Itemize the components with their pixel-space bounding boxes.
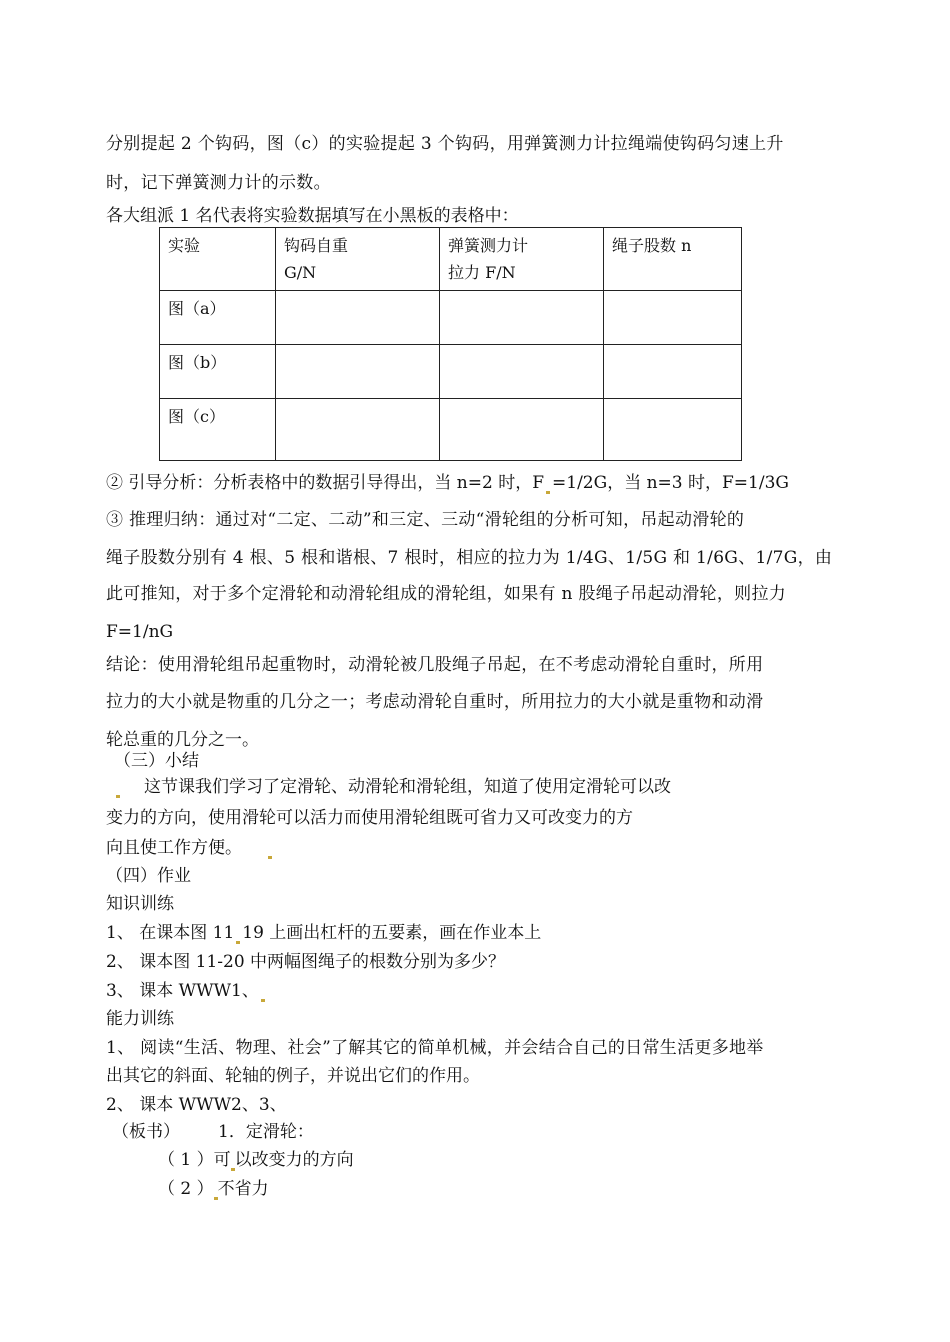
table-row [160,345,742,399]
ability-item-1-line-2: 出其它的斜面、轮轴的例子，并说出它们的作用。 [106,1066,480,1086]
header-force [440,228,604,291]
mark-dot [261,999,265,1002]
knowledge-item-2: 2、 课本图 11-20 中两幅图绳子的根数分别为多少？ [106,952,506,972]
knowledge-item-3 [106,980,267,1002]
analysis-suffix: =1/2G，当 n=3 时，F=1/3G [552,473,789,493]
intro-line-3: 各大组派 1 名代表将实验数据填写在小黑板的表格中： [106,206,519,226]
board-point-2-b: 不省力 [217,1179,269,1199]
mark-dot [236,941,240,944]
header-weight-label: 钩码自重 [284,236,349,255]
board-point-1-a: （ 1 ）可 [158,1150,231,1170]
row-label-a: 图（a） [160,291,276,345]
mark-dot [546,491,550,494]
summary-text-3: 向且使工作方便。 [106,838,242,858]
table-cell [276,399,440,461]
analysis-line [106,472,789,494]
knowledge-item-1 [106,922,541,944]
analysis-prefix: ② 引导分析：分析表格中的数据引导得出，当 n=2 时，F [106,473,545,493]
conclusion-line-3: 轮总重的几分之一。 [106,730,259,750]
table-cell [276,345,440,399]
intro-line-1: 分别提起 2 个钩码，图（c）的实验提起 3 个钩码，用弹簧测力计拉绳端使钩码匀速上升 [106,134,784,154]
board-title: 1．定滑轮： [218,1122,314,1142]
header-weight [276,228,440,291]
header-force-label: 弹簧测力计 [448,236,529,255]
board-line [112,1121,314,1143]
summary-line-3 [106,837,274,859]
homework-heading: （四）作业 [106,866,191,886]
row-label-b: 图（b） [160,345,276,399]
table-cell [440,345,604,399]
board-label: （板书） [112,1122,180,1142]
header-strands: 绳子股数 n [604,228,742,291]
intro-line-2: 时，记下弹簧测力计的示数。 [106,173,331,193]
table-cell [440,291,604,345]
table-header-row [160,228,742,291]
summary-line-1 [114,776,671,798]
mark-dot [268,856,272,859]
mark-dot [116,795,120,798]
table-row [160,399,742,461]
board-point-1-b: 以改变力的方向 [234,1150,354,1170]
knowledge-item-3-text: 3、 课本 WWW1、 [106,981,259,1001]
induction-line-2: 绳子股数分别有 4 根、5 根和谐根、7 根时，相应的拉力为 1/4G、1/5G 和 1/6G、1/7G，由 [106,548,833,568]
induction-line-1: ③ 推理归纳：通过对“二定、二动”和三定、三动“滑轮组的分析可知，吊起动滑轮的 [106,510,745,530]
conclusion-line-1: 结论：使用滑轮组吊起重物时，动滑轮被几股绳子吊起，在不考虑动滑轮自重时，所用 [106,655,764,675]
summary-heading: （三）小结 [114,751,199,771]
knowledge-item-1-a: 1、 在课本图 11 [106,923,235,943]
table-cell [440,399,604,461]
conclusion-line-2: 拉力的大小就是物重的几分之一；考虑动滑轮自重时，所用拉力的大小就是重物和动滑 [106,692,764,712]
ability-item-2: 2、 课本 WWW2、3、 [106,1095,287,1115]
board-point-2 [158,1178,269,1200]
board-point-2-a: （ 2 ） [158,1179,214,1199]
ability-heading: 能力训练 [106,1009,174,1029]
induction-line-3: 此可推知，对于多个定滑轮和动滑轮组成的滑轮组，如果有 n 股绳子吊起动滑轮，则拉力 [106,584,787,604]
summary-line-2: 变力的方向，使用滑轮可以活力而使用滑轮组既可省力又可改变力的方 [106,808,633,828]
table-cell [604,399,742,461]
header-experiment: 实验 [160,228,276,291]
board-point-1 [158,1149,354,1171]
knowledge-heading: 知识训练 [106,894,174,914]
table-cell [604,291,742,345]
row-label-c: 图（c） [160,399,276,461]
summary-text-1: 这节课我们学习了定滑轮、动滑轮和滑轮组，知道了使用定滑轮可以改 [144,777,671,797]
header-force-unit: 拉力 F/N [448,263,516,282]
knowledge-item-1-b: 19 上画出杠杆的五要素，画在作业本上 [242,923,542,943]
induction-line-4: F=1/nG [106,622,174,642]
table-cell [276,291,440,345]
table-row [160,291,742,345]
ability-item-1-line-1: 1、 阅读“生活、物理、社会”了解其它的简单机械，并会结合自己的日常生活更多地举 [106,1038,764,1058]
header-weight-unit: G/N [284,263,317,282]
experiment-table [159,227,742,461]
table-cell [604,345,742,399]
